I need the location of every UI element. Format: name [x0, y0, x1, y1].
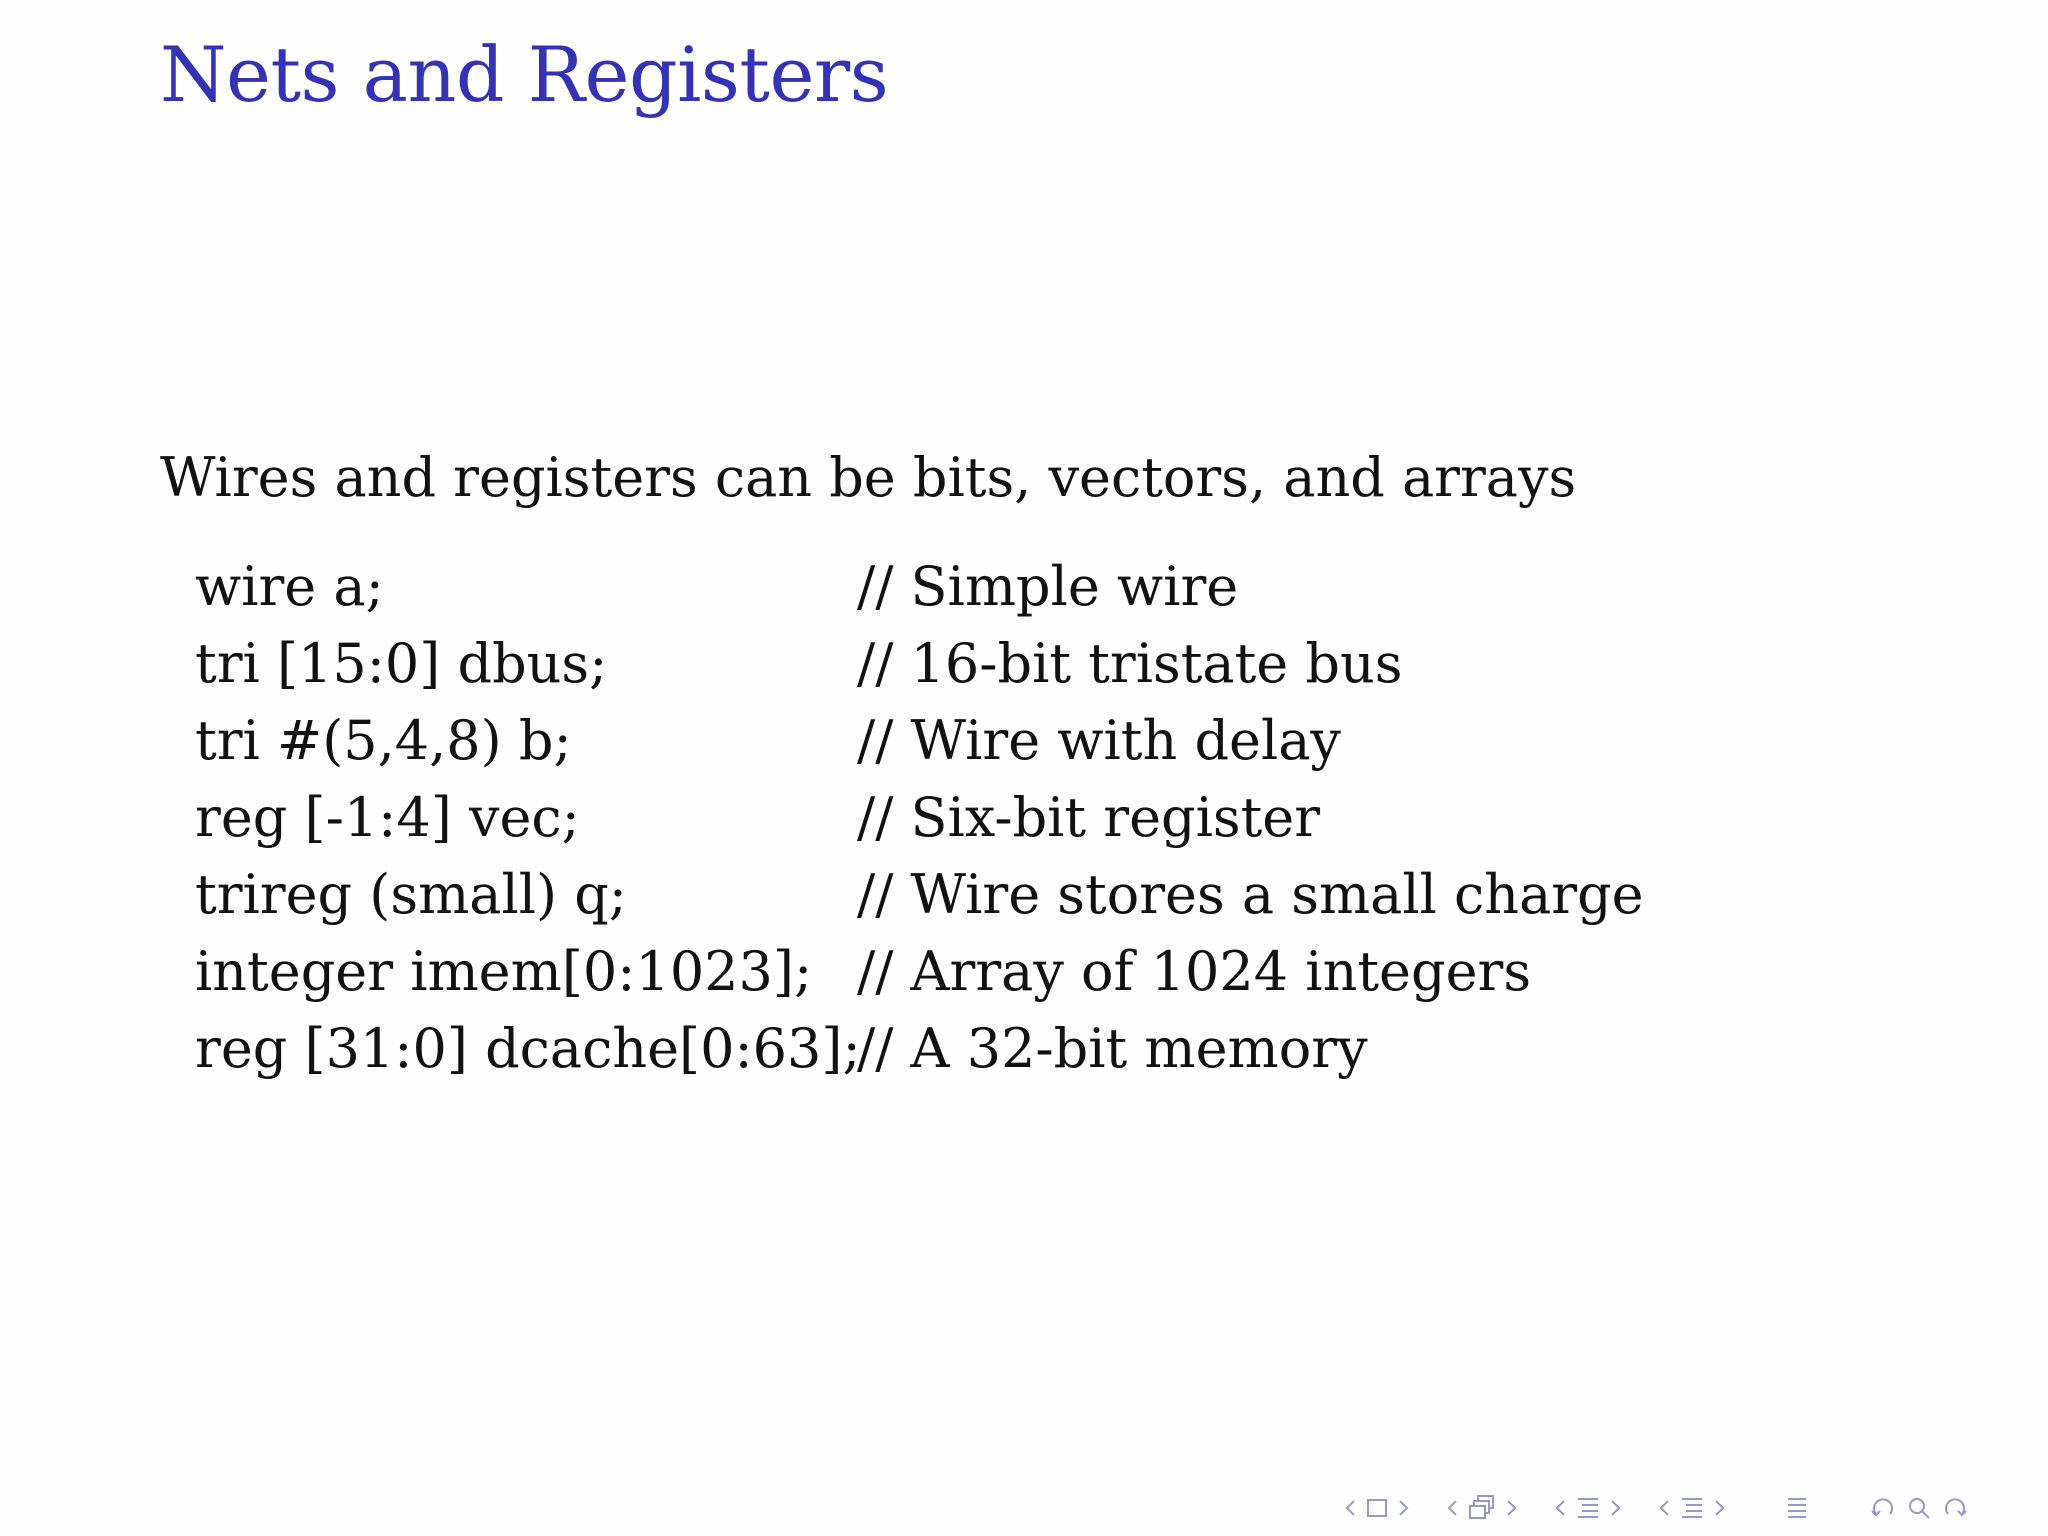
- nav-prev-arrow-icon[interactable]: [1344, 1498, 1356, 1523]
- nav-prev-arrow-icon[interactable]: [1658, 1498, 1670, 1523]
- code-comment: // Wire stores a small charge: [857, 863, 1644, 926]
- back-icon[interactable]: [1868, 1494, 1896, 1527]
- nav-next-arrow-icon[interactable]: [1506, 1498, 1518, 1523]
- code-row: [195, 856, 1757, 933]
- code-declaration: reg [-1:4] vec;: [195, 786, 580, 849]
- code-comment: // Simple wire: [857, 555, 1239, 618]
- code-comment: // Array of 1024 integers: [857, 940, 1532, 1003]
- code-comment: // Wire with delay: [857, 709, 1341, 772]
- code-row: [195, 933, 1757, 1010]
- intro-text: Wires and registers can be bits, vectors, and arrays: [160, 446, 1577, 509]
- code-declaration: tri #(5,4,8) b;: [195, 709, 572, 772]
- code-declaration: reg [31:0] dcache[0:63];: [195, 1017, 861, 1080]
- search-icon[interactable]: [1905, 1494, 1933, 1527]
- code-listing: [195, 548, 1757, 1087]
- code-comment: // Six-bit register: [857, 786, 1321, 849]
- code-declaration: trireg (small) q;: [195, 863, 627, 926]
- subsection-icon[interactable]: [1467, 1493, 1497, 1528]
- section-icon[interactable]: [1575, 1495, 1601, 1526]
- code-declaration: tri [15:0] dbus;: [195, 632, 608, 695]
- code-comment: // A 32-bit memory: [857, 1017, 1368, 1080]
- code-declaration: integer imem[0:1023];: [195, 940, 813, 1003]
- presentation-icon[interactable]: [1679, 1495, 1705, 1526]
- nav-next-arrow-icon[interactable]: [1398, 1498, 1410, 1523]
- code-row: [195, 548, 1757, 625]
- nav-prev-arrow-icon[interactable]: [1446, 1498, 1458, 1523]
- beamer-navigation-bar: [1344, 1488, 1970, 1532]
- code-row: [195, 1010, 1757, 1087]
- code-declaration: wire a;: [195, 555, 384, 618]
- frame-icon[interactable]: [1365, 1496, 1389, 1525]
- code-row: [195, 779, 1757, 856]
- slide-title: Nets and Registers: [160, 30, 889, 119]
- nav-next-arrow-icon[interactable]: [1610, 1498, 1622, 1523]
- nav-prev-arrow-icon[interactable]: [1554, 1498, 1566, 1523]
- forward-icon[interactable]: [1942, 1494, 1970, 1527]
- code-row: [195, 625, 1757, 702]
- code-comment: // 16-bit tristate bus: [857, 632, 1403, 695]
- code-row: [195, 702, 1757, 779]
- menu-icon[interactable]: [1784, 1495, 1810, 1526]
- nav-next-arrow-icon[interactable]: [1714, 1498, 1726, 1523]
